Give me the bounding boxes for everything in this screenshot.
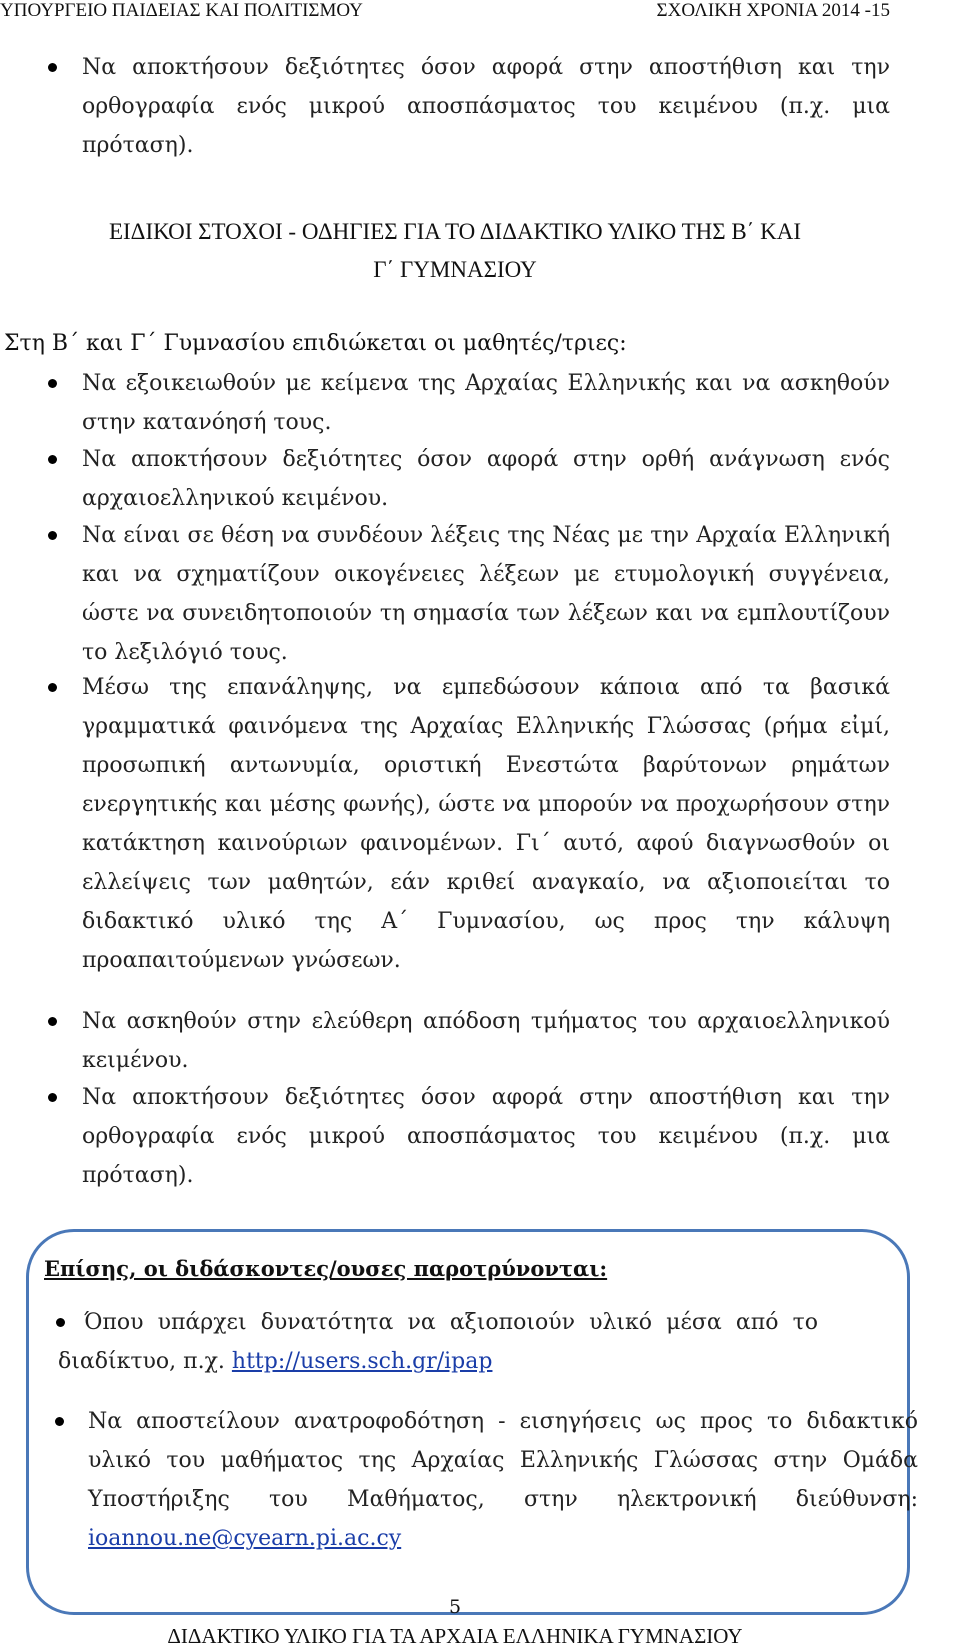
bullet-icon (48, 531, 57, 540)
list-item: Να αποκτήσουν δεξιότητες όσον αφορά στην αποστήθιση και την ορθογραφία ενός μικρού αποσπάσματος του κειμένου (π.χ. μια πρόταση). (82, 1078, 890, 1195)
section-intro: Στη Β΄ και Γ΄ Γυμνασίου επιδιώκεται οι μαθητές/τριες: (4, 331, 627, 356)
header-ministry: ΥΠΟΥΡΓΕΙΟ ΠΑΙΔΕΙΑΣ ΚΑΙ ΠΟΛΙΤΙΣΜΟΥ (0, 0, 363, 21)
callout-title: Επίσης, οι διδάσκοντες/ουσες παροτρύνονται: (44, 1256, 608, 1281)
list-item: Να ασκηθούν στην ελεύθερη απόδοση τμήματος του αρχαιοελληνικού κειμένου. (82, 1002, 890, 1080)
bullet-icon (48, 379, 57, 388)
header-school-year: ΣΧΟΛΙΚΗ ΧΡΟΝΙΑ 2014 -15 (656, 0, 890, 21)
page-number: 5 (448, 1596, 462, 1618)
list-item: Να αποκτήσουν δεξιότητες όσον αφορά στην αποστήθιση και την ορθογραφία ενός μικρού αποσπάσματος του κειμένου (π.χ. μια πρόταση). (82, 48, 890, 165)
bullet-icon (55, 1417, 64, 1426)
list-item: Να εξοικειωθούν με κείμενα της Αρχαίας Ελληνικής και να ασκηθούν στην κατανόησή τους. (82, 364, 890, 442)
ipap-link[interactable]: http://users.sch.gr/ipap (231, 1349, 493, 1374)
list-item: Μέσω της επανάληψης, να εμπεδώσουν κάποια από τα βασικά γραμματικά φαινόμενα της Αρχαίας Ελληνικής Γλώσσας (ρήμα εἰμί, προσωπική αντωνυμία, οριστική Ενεστώτα βαρύτονων ρημάτων ενεργητικής και μέσης φωνής), ώστε να μπορούν να προχωρήσουν στην κατάκτηση καινούριων φαινομένων. Γι΄ αυτό, αφού διαγνωσθούν οι ελλείψεις των μαθητών, εάν κριθεί αναγκαίο, να αξιοποιείται το διδακτικό υλικό της Α΄ Γυμνασίου, ως προς την κάλυψη προαπαιτούμενων γνώσεων. (82, 668, 890, 980)
bullet-icon (48, 455, 57, 464)
list-item: Να αποκτήσουν δεξιότητες όσον αφορά στην ορθή ανάγνωση ενός αρχαιοελληνικού κειμένου. (82, 440, 890, 518)
bullet-icon (48, 683, 57, 692)
email-link[interactable]: ioannou.ne@cyearn.pi.ac.cy (88, 1526, 402, 1551)
list-item: Να είναι σε θέση να συνδέουν λέξεις της Νέας με την Αρχαία Ελληνική και να σχηματίζουν οικογένειες λέξεων με ετυμολογική συγγένεια, ώστε να συνειδητοποιούν τη σημασία των λέξεων και να εμπλουτίζουν το λεξιλόγιό τους. (82, 516, 890, 672)
bullet-icon (48, 63, 57, 72)
page-header (0, 0, 890, 26)
bullet-icon (48, 1017, 57, 1026)
callout-item: Να αποστείλουν ανατροφοδότηση - εισηγήσεις ως προς το διδακτικό υλικό του μαθήματος της Αρχαίας Ελληνικής Γλώσσας στην Ομάδα Υποστήριξης του Μαθήματος, στην ηλεκτρονική διεύθυνση: ioannou.ne@cyearn.pi.ac.cy (88, 1402, 918, 1558)
bullet-icon (48, 1093, 57, 1102)
page-footer: ΔΙΔΑΚΤΙΚΟ ΥΛΙΚΟ ΓΙΑ ΤΑ ΑΡΧΑΙΑ ΕΛΛΗΝΙΚΑ ΓΥΜΝΑΣΙΟΥ (167, 1624, 743, 1648)
callout-item: Όπου υπάρχει δυνατότητα να αξιοποιούν υλικό μέσα από το διαδίκτυο, π.χ. http://users.sch.gr/ipap (58, 1310, 818, 1374)
bullet-icon (56, 1318, 65, 1327)
section-title: ΕΙΔΙΚΟΙ ΣΤΟΧΟΙ - ΟΔΗΓΙΕΣ ΓΙΑ ΤΟ ΔΙΔΑΚΤΙΚΟ ΥΛΙΚΟ ΤΗΣ Β΄ ΚΑΙ Γ΄ ΓΥΜΝΑΣΙΟΥ (108, 219, 802, 282)
